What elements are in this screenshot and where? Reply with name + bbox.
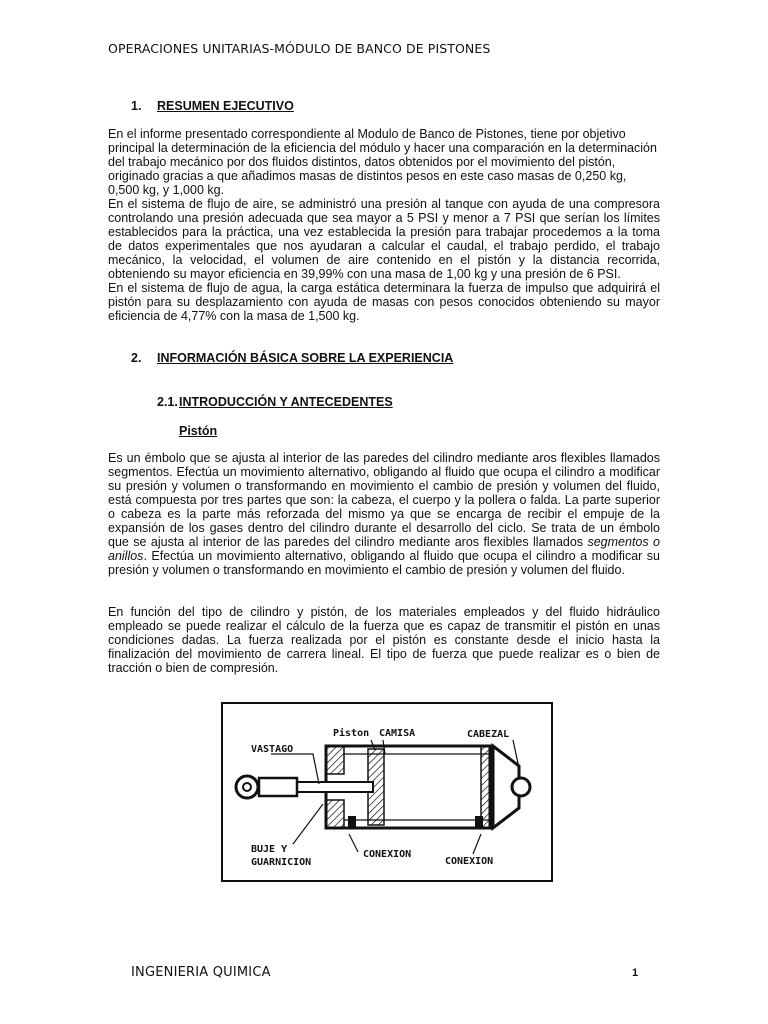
label-cabezal: CABEZAL — [467, 729, 510, 740]
piston-heading — [179, 424, 217, 438]
piston-description — [108, 451, 660, 577]
piston-diagram — [221, 702, 553, 882]
piston-paragraph-1 — [108, 451, 660, 577]
running-header: OPERACIONES UNITARIAS-MÓDULO DE BANCO DE PISTONES — [108, 41, 491, 56]
piston-title: Pistón — [179, 424, 218, 438]
section-number: 2. — [131, 351, 142, 365]
label-buje: BUJE Y — [251, 844, 288, 855]
section-heading-1 — [131, 99, 294, 113]
piston-paragraph-2: En función del tipo de cilindro y pistón, de los materiales empleados y del fluido hidráulico empleado se puede realizar el cálculo de la fuerza que es capaz de transmitir el pistón en unas condiciones dadas. La fuerza realizada por el pistón es constante desde el inicio hasta la finalización del movimiento de carrera lineal. El tipo de fuerza que puede realizar es o bien de tracción o bien de compresión. — [108, 605, 660, 675]
piston-text-b: . Efectúa un movimiento alternativo, obligando al fluido que ocupa el cilindro a modificar su presión y volumen o transformando en movimiento el cambio de presión y volumen del fluido. — [108, 549, 660, 577]
label-piston: Piston — [333, 728, 370, 739]
summary-paragraph-3: En el sistema de flujo de agua, la carga estática determinara la fuerza de impulso que adquirirá el pistón para su desplazamiento con ayuda de masas con pesos conocidos obteniendo su mayor eficiencia de 4,77% con la masa de 1,500 kg. — [108, 281, 660, 323]
port-left — [348, 816, 356, 828]
executive-summary — [108, 127, 660, 323]
leader-buje — [293, 804, 323, 844]
section-number: 2.1. — [157, 395, 178, 409]
label-vastago: VASTAGO — [251, 744, 294, 755]
piston-diagram-svg — [223, 704, 551, 880]
label-guarnicion: GUARNICION — [251, 857, 312, 868]
section-number: 1. — [131, 99, 142, 113]
piston-text-italic: segmentos o anillos — [108, 535, 661, 563]
footer-department: INGENIERIA QUIMICA — [131, 965, 271, 980]
piston-text-a: Es un émbolo que se ajusta al interior de las paredes del cilindro mediante aros flexibles llamados segmentos. Efectúa un movimiento alternativo, obligando al fluido que ocupa el cilindro a modificar su presión y volumen o transformando en movimiento el cambio de presión y volumen del fluido, está compuesta por tres partes que son: la cabeza, el cuerpo y la pollera o falda. La parte superior o cabeza es la parte más reforzada del mismo ya que se encarga de recibir el empuje de la expansión de los gases dentro del cilindro durante el desarrollo del ciclo. Se trata de un émbolo que se ajusta al interior de las paredes del cilindro mediante aros flexibles llamados — [108, 451, 660, 549]
leader-conexion-2 — [473, 834, 481, 854]
label-camisa: CAMISA — [379, 728, 416, 739]
left-cap-bottom — [326, 800, 344, 828]
piston-rod — [293, 782, 373, 792]
port-right — [475, 816, 483, 828]
left-cap-top — [326, 746, 344, 774]
label-conexion-1: CONEXION — [363, 849, 412, 860]
right-cap — [481, 746, 493, 828]
rod-eye-hole — [243, 783, 251, 791]
piston-force — [108, 605, 660, 675]
page-number: 1 — [632, 967, 639, 979]
summary-paragraph-1: En el informe presentado correspondiente al Modulo de Banco de Pistones, tiene por objetivo principal la determinación de la eficiencia del módulo y hacer una comparación en la determinación del trabajo mecánico por dos fluidos distintos, datos obtenidos por el movimiento del pistón, originado gracias a que añadimos masas de distintos pesos en este caso masas de 0,250 kg, 0,500 kg, y 1,000 kg. — [108, 127, 657, 197]
rod-end — [259, 778, 297, 796]
section-heading-2 — [131, 351, 453, 365]
leader-conexion-1 — [349, 834, 358, 852]
subsection-heading-2-1 — [157, 395, 393, 409]
label-conexion-2: CONEXION — [445, 856, 494, 867]
section-title: RESUMEN EJECUTIVO — [157, 99, 294, 113]
rear-eye — [512, 778, 530, 796]
section-title: INFORMACIÓN BÁSICA SOBRE LA EXPERIENCIA — [157, 351, 454, 365]
section-title: INTRODUCCIÓN Y ANTECEDENTES — [179, 395, 393, 409]
summary-paragraph-2: En el sistema de flujo de aire, se administró una presión al tanque con ayuda de una compresora controlando una presión adecuada que sea mayor a 5 PSI y menor a 7 PSI que serían los límites establecidos para la práctica, una vez establecida la presión para trabajar procedemos a la toma de datos experimentales que nos ayudaran a calcular el caudal, el trabajo perdido, el trabajo mecánico, la velocidad, el volumen de aire contenido en el pistón y la distancia recorrida, obteniendo su mayor eficiencia en 39,99% con una masa de 1,00 kg y una presión de 6 PSI. — [108, 197, 660, 281]
